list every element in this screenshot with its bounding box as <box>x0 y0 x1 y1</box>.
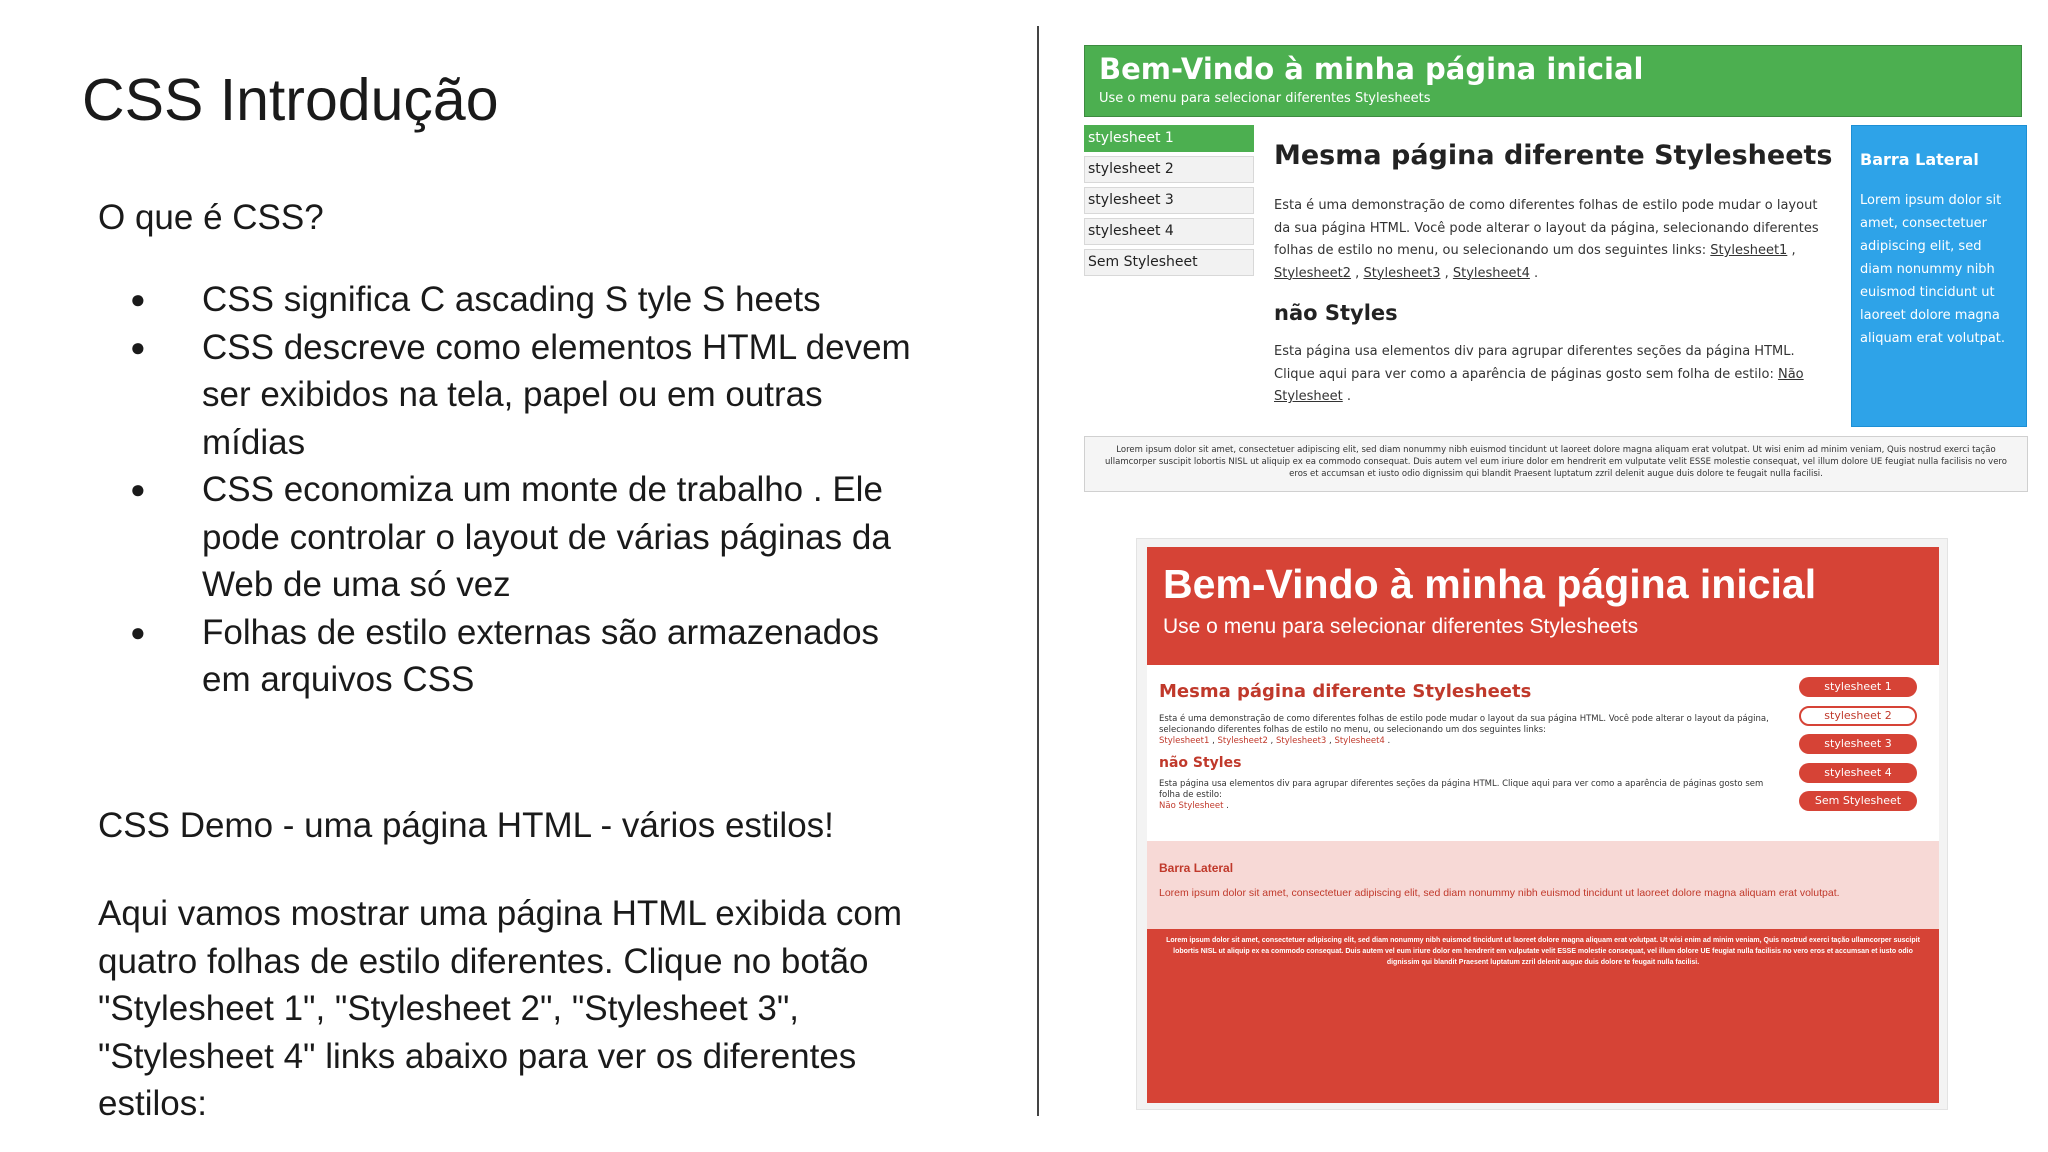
demo2-footer: Lorem ipsum dolor sit amet, consectetuer adipiscing elit, sed diam nonummy nibh euismod tincidunt ut laoreet dolore magna aliquam erat volutpat. Ut wisi enim ad minim veniam, Quis nostrud exerci tação ullamcorper suscipit lobortis NISL ut aliquip ex ea commodo consequat. Duis autem vel eum iriure dolor em hendrerit em vulputate velit ESSE molestie consequat, vel illum dolore UE feugiat nulla facilisis no vero eros et accumsan et iusto odio dignissim qui blandit Praesent luptatum zzril delenit augue duis dolore te feugait nulla facilisi. <box>1166 937 1920 966</box>
demo2-sub-paragraph: Esta página usa elementos div para agrupar diferentes seções da página HTML. Clique aqui para ver como a aparência de páginas gosto sem folha de estilo: <box>1159 779 1764 800</box>
demo2-link-stylesheet1[interactable]: Stylesheet1 <box>1159 736 1210 746</box>
bullet-list <box>98 276 928 704</box>
bullet-icon: ● <box>130 474 146 504</box>
demo1-footer: Lorem ipsum dolor sit amet, consectetuer adipiscing elit, sed diam nonummy nibh euismod tincidunt ut laoreet dolore magna aliquam erat volutpat. Ut wisi enim ad minim veniam, Quis nostrud exerci tação ullamcorper suscipit lobortis NISL ut aliquip ex ea commodo consequat. Duis autem vel eum iriure dolor em hendrerit em vulputate velit ESSE molestie consequat, vel illum dolore UE feugiat nulla facilisis no vero eros et accumsan et iusto odio dignissim qui blandit Praesent luptatum zzril delenit augue duis dolore te feugait nulla facilisi. <box>1084 436 2028 492</box>
demo1-menu-no-stylesheet[interactable]: Sem Stylesheet <box>1084 249 1254 276</box>
bullet-icon: ● <box>130 331 146 362</box>
demo1-header <box>1084 45 2022 117</box>
demo1-main-heading: Mesma página diferente Stylesheets <box>1274 140 1833 171</box>
demo1-menu-stylesheet-2[interactable]: stylesheet 2 <box>1084 156 1254 183</box>
demo1-menu-stylesheet-4[interactable]: stylesheet 4 <box>1084 218 1254 245</box>
demo-screenshot-red <box>1136 538 1948 1110</box>
demo2-menu <box>1799 677 1917 820</box>
demo2-menu-stylesheet-4[interactable]: stylesheet 4 <box>1799 763 1917 783</box>
demo2-sub-text: Esta página usa elementos div para agrupar diferentes seções da página HTML. Clique aqui para ver como a aparência de páginas gosto sem folha de estilo: Não Stylesheet . <box>1159 779 1764 811</box>
demo2-page <box>1147 547 1939 1103</box>
demo1-link-stylesheet1[interactable]: Stylesheet1 <box>1710 243 1788 258</box>
demo1-sub-paragraph: Esta página usa elementos div para agrupar diferentes seções da página HTML. Clique aqui para ver como a aparência de páginas gosto sem folha de estilo: <box>1274 344 1795 382</box>
demo-screenshot-green <box>1078 40 2028 500</box>
demo1-header-subtitle: Use o menu para selecionar diferentes Stylesheets <box>1099 91 1431 106</box>
demo2-main-text: Esta é uma demonstração de como diferentes folhas de estilo pode mudar o layout da sua página HTML. Você pode alterar o layout da página, selecionando diferentes folhas de estilo no menu, ou selecionando um dos seguintes links: Stylesheet1 , Stylesheet2 , Stylesheet3 , Stylesheet4 . <box>1159 714 1769 746</box>
demo1-main-paragraph: Esta é uma demonstração de como diferentes folhas de estilo pode mudar o layout da sua página HTML. Você pode alterar o layout da página, selecionando diferentes folhas de estilo no menu, ou selecionando um dos seguintes links: <box>1274 198 1819 258</box>
demo1-main <box>1274 140 1834 409</box>
demo1-sidebar-text: Lorem ipsum dolor sit amet, consectetuer adipiscing elit, sed diam nonummy nibh euismod tincidunt ut laoreet dolore magna aliquam erat volutpat. <box>1860 193 2006 346</box>
demo1-menu-stylesheet-3[interactable]: stylesheet 3 <box>1084 187 1254 214</box>
vertical-divider <box>1037 26 1039 1116</box>
demo2-sidebar-heading: Barra Lateral <box>1159 861 1234 875</box>
bullet-text: CSS significa C ascading S tyle S heets <box>202 280 821 319</box>
demo1-link-stylesheet2[interactable]: Stylesheet2 <box>1274 265 1352 281</box>
demo1-link-stylesheet3[interactable]: Stylesheet3 <box>1363 265 1441 281</box>
question-heading: O que é CSS? <box>98 198 324 237</box>
demo2-sidebar-text: Lorem ipsum dolor sit amet, consectetuer adipiscing elit, sed diam nonummy nibh euismod tincidunt ut laoreet dolore magna aliquam erat volutpat. <box>1159 887 1840 899</box>
demo1-header-title: Bem-Vindo à minha página inicial <box>1099 52 1644 86</box>
demo2-link-no-stylesheet[interactable]: Não Stylesheet <box>1159 801 1224 811</box>
demo2-content <box>1147 665 1939 841</box>
demo-description: Aqui vamos mostrar uma página HTML exibida com quatro folhas de estilo diferentes. Clique no botão "Stylesheet 1", "Stylesheet 2", "Stylesheet 3", "Stylesheet 4" links abaixo para ver os diferentes estilos: <box>98 894 903 1123</box>
demo1-main-text: Esta é uma demonstração de como diferentes folhas de estilo pode mudar o layout da sua página HTML. Você pode alterar o layout da página, selecionando diferentes folhas de estilo no menu, ou selecionando um dos seguintes links: Stylesheet1 , Stylesheet2 , Stylesheet3 , Stylesheet4 . <box>1274 198 1819 281</box>
demo1-sidebar-heading: Barra Lateral <box>1860 150 1979 169</box>
bullet-item <box>98 466 928 609</box>
demo2-link-stylesheet3[interactable]: Stylesheet3 <box>1275 736 1327 746</box>
bullet-icon: ● <box>130 616 146 647</box>
bullet-text: CSS economiza um monte de trabalho . Ele pode controlar o layout de várias páginas da Web de uma só vez <box>202 470 891 604</box>
demo2-header-title: Bem-Vindo à minha página inicial <box>1163 561 1817 607</box>
demo1-sidebar <box>1851 125 2027 427</box>
demo-heading: CSS Demo - uma página HTML - vários estilos! <box>98 806 834 845</box>
demo2-header-subtitle: Use o menu para selecionar diferentes Stylesheets <box>1163 615 1639 638</box>
demo2-main <box>1159 681 1779 812</box>
demo1-menu <box>1084 125 1254 280</box>
slide-title: CSS Introdução <box>82 67 499 133</box>
bullet-icon: ● <box>130 284 146 314</box>
demo2-sidebar <box>1147 841 1939 929</box>
demo2-menu-stylesheet-1[interactable]: stylesheet 1 <box>1799 677 1917 697</box>
bullet-item <box>98 609 928 704</box>
demo2-menu-stylesheet-2[interactable]: stylesheet 2 <box>1799 706 1917 726</box>
bullet-text: Folhas de estilo externas são armazenados em arquivos CSS <box>202 612 880 699</box>
bullet-item <box>98 276 928 324</box>
demo1-menu-stylesheet-1[interactable]: stylesheet 1 <box>1084 125 1254 152</box>
demo2-link-stylesheet4[interactable]: Stylesheet4 <box>1334 736 1385 746</box>
demo1-link-no-stylesheet[interactable]: Não Stylesheet <box>1274 366 1804 404</box>
demo2-menu-stylesheet-3[interactable]: stylesheet 3 <box>1799 734 1917 754</box>
bullet-item <box>98 324 928 467</box>
demo2-main-paragraph: Esta é uma demonstração de como diferentes folhas de estilo pode mudar o layout da sua página HTML. Você pode alterar o layout da página, selecionando diferentes folhas de estilo no menu, ou selecionando um dos seguintes links: <box>1159 714 1769 735</box>
demo2-main-heading: Mesma página diferente Stylesheets <box>1159 681 1532 702</box>
demo2-menu-no-stylesheet[interactable]: Sem Stylesheet <box>1799 791 1917 811</box>
demo2-link-stylesheet2[interactable]: Stylesheet2 <box>1217 736 1268 746</box>
demo1-link-stylesheet4[interactable]: Stylesheet4 <box>1452 265 1530 281</box>
bullet-text: CSS descreve como elementos HTML devem ser exibidos na tela, papel ou em outras mídias <box>202 327 911 462</box>
demo1-sub-heading: não Styles <box>1274 301 1398 325</box>
demo1-sub-text: Esta página usa elementos div para agrupar diferentes seções da página HTML. Clique aqui para ver como a aparência de páginas gosto sem folha de estilo: Não Stylesheet . <box>1274 344 1804 404</box>
demo2-sub-heading: não Styles <box>1159 755 1242 771</box>
